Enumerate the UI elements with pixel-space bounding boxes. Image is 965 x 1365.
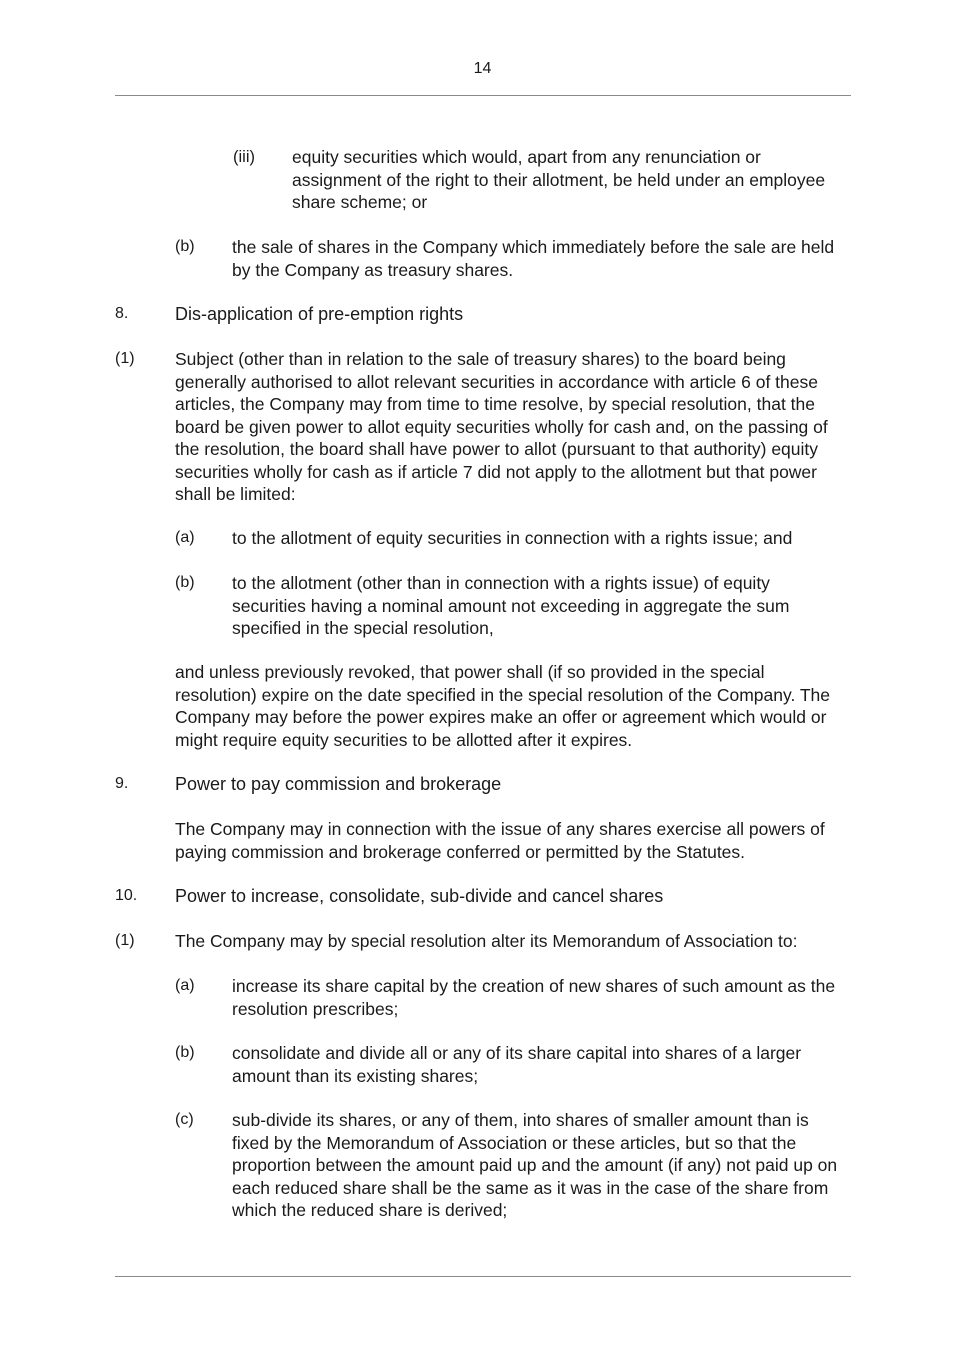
article-8-1-label: (1): [115, 350, 135, 367]
article-9-body: The Company may in connection with the issue of any shares exercise all powers of paying commission and brokerage conferred or permitted by the Statutes.: [175, 819, 825, 862]
article-10-1-b-label: (b): [175, 1044, 195, 1061]
article-8-1-a-label: (a): [175, 529, 195, 546]
article-8-1-b-label: (b): [175, 574, 195, 591]
page-number: 14: [473, 60, 492, 77]
item-text-iii: equity securities which would, apart from any renunciation or assignment of the right to their allotment, be held under an employee share scheme; or: [292, 147, 826, 212]
article-10-heading: Power to increase, consolidate, sub-divide and cancel shares: [175, 886, 664, 906]
article-10-1-a-label: (a): [175, 977, 195, 994]
article-10-1-a-text: increase its share capital by the creation of new shares of such amount as the resolution prescribes;: [232, 976, 836, 1019]
article-8-1-text: Subject (other than in relation to the sale of treasury shares) to the board being generally authorised to allot relevant securities in accordance with article 6 of these articles, the Company may from time to time resolve, by special resolution, that the board be given power to allot equity securities wholly for cash and, on the passing of the resolution, the board shall have power to allot (pursuant to that authority) equity securities wholly for cash as if article 7 did not apply to the allotment but that power shall be limited:: [175, 349, 828, 504]
header-divider: [115, 95, 851, 96]
article-10-1-c-label: (c): [175, 1111, 194, 1128]
article-9-heading: Power to pay commission and brokerage: [175, 774, 502, 794]
article-8-number: 8.: [115, 305, 129, 322]
item-text-b-treasury: the sale of shares in the Company which immediately before the sale are held by the Company as treasury shares.: [232, 237, 835, 280]
item-label-b-treasury: (b): [175, 238, 195, 255]
article-8-1-b-text: to the allotment (other than in connection with a rights issue) of equity securities having a nominal amount not exceeding in aggregate the sum specified in the special resolution,: [232, 573, 790, 638]
article-8-closing-text: and unless previously revoked, that power shall (if so provided in the special resolution) expire on the date specified in the special resolution of the Company. The Company may before the power expires make an offer or agreement which would or might require equity securities to be allotted after it expires.: [175, 662, 831, 750]
article-8-1-a-text: to the allotment of equity securities in connection with a rights issue; and: [232, 528, 793, 548]
footer-divider: [115, 1276, 851, 1277]
article-10-1-label: (1): [115, 932, 135, 949]
article-10-1-c-text: sub-divide its shares, or any of them, into shares of smaller amount than is fixed by the Memorandum of Association or these articles, but so that the proportion between the amount paid up and the amount (if any) not paid up on each reduced share shall be the same as it was in the case of the share from which the reduced share is derived;: [232, 1110, 838, 1220]
item-label-iii: (iii): [233, 148, 255, 166]
article-8-heading: Dis-application of pre-emption rights: [175, 304, 464, 324]
article-10-1-b-text: consolidate and divide all or any of its share capital into shares of a larger amount than its existing shares;: [232, 1043, 802, 1086]
article-9-number: 9.: [115, 775, 129, 792]
article-10-number: 10.: [115, 887, 138, 904]
article-10-1-text: The Company may by special resolution alter its Memorandum of Association to:: [175, 931, 798, 951]
